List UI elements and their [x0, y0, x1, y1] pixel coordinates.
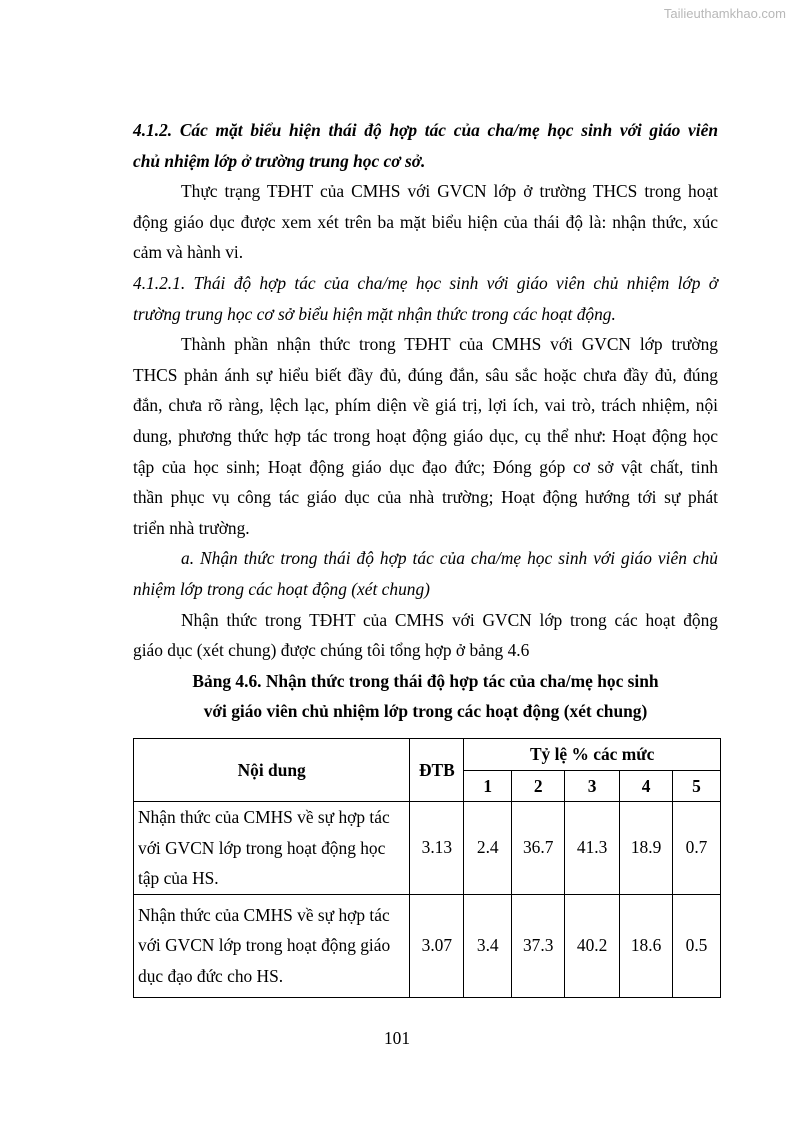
header-content: Nội dung	[134, 739, 410, 802]
header-level: 4	[620, 771, 673, 802]
subsection-heading-a: a. Nhận thức trong thái độ hợp tác của cha/mẹ học sinh với giáo viên chủ nhiệm lớp trong các hoạt động (xét chung)	[133, 548, 718, 599]
body-text	[133, 115, 718, 727]
table-row: Nhận thức của CMHS về sự hợp tác với GVCN lớp trong hoạt động học tập của HS. 3.13 2.4 36.7 41.3 18.9 0.7	[134, 802, 721, 895]
paragraph: Nhận thức trong TĐHT của CMHS với GVCN lớp trong các hoạt động giáo dục (xét chung) được chúng tôi tổng hợp ở bảng 4.6	[133, 609, 718, 661]
section-heading: 4.1.2. Các mặt biểu hiện thái độ hợp tác của cha/mẹ học sinh với giáo viên chủ nhiệm lớp ở trường trung học cơ sở.	[133, 120, 718, 171]
paragraph: Thành phần nhận thức trong TĐHT của CMHS với GVCN lớp trường THCS phản ánh sự hiểu biết đầy đủ, đúng đắn, sâu sắc hoặc chưa đầy đủ, đúng đắn, chưa rõ ràng, lệch lạc, phím diện về giá trị, lợi ích, vai trò, trách nhiệm, nội dung, phương thức hợp tác trong hoạt động giáo dục, cụ thể như: Hoạt động học tập của học sinh; Hoạt động giáo dục đạo đức; Đóng góp cơ sở vật chất, tinh thần phục vụ công tác giáo dục của nhà trường; Hoạt động hướng tới sự phát triển nhà trường.	[133, 334, 718, 538]
data-table	[133, 738, 721, 998]
table-caption: Bảng 4.6. Nhận thức trong thái độ hợp tác của cha/mẹ học sinh với giáo viên chủ nhiệm lớp trong các hoạt động (xét chung)	[192, 670, 659, 722]
header-level: 3	[565, 771, 620, 802]
table-row: Nhận thức của CMHS về sự hợp tác với GVCN lớp trong hoạt động giáo dục đạo đức cho HS. 3.07 3.4 37.3 40.2 18.6 0.5	[134, 894, 721, 997]
header-level-group: Tỷ lệ % các mức	[464, 739, 721, 771]
paragraph: Thực trạng TĐHT của CMHS với GVCN lớp ở trường THCS trong hoạt động giáo dục được xem xét trên ba mặt biểu hiện của thái độ là: nhận thức, xúc cảm và hành vi.	[133, 181, 718, 263]
header-level: 1	[464, 771, 512, 802]
header-level: 2	[512, 771, 565, 802]
header-dtb: ĐTB	[410, 739, 464, 802]
page-number: 101	[383, 1028, 411, 1048]
subsection-heading: 4.1.2.1. Thái độ hợp tác của cha/mẹ học sinh với giáo viên chủ nhiệm lớp ở trường trung học cơ sở biểu hiện mặt nhận thức trong các hoạt động.	[133, 272, 718, 324]
header-level: 5	[673, 771, 721, 802]
watermark: Tailieuthamkhao.com	[663, 6, 786, 21]
